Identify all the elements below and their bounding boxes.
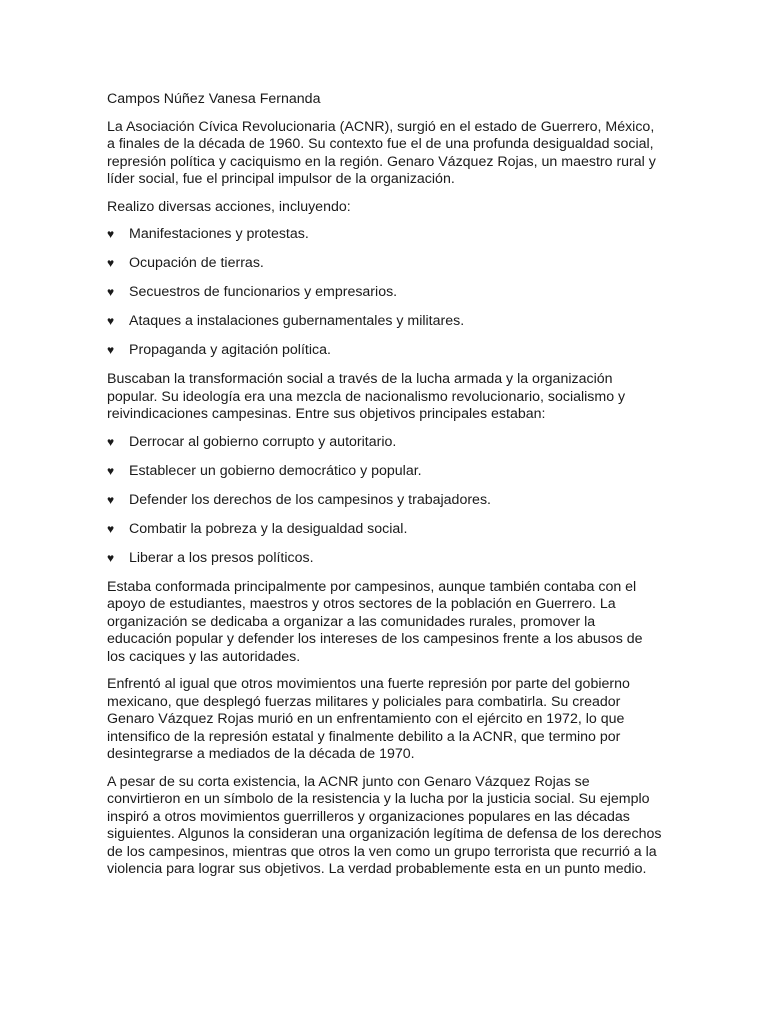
- list-item-text: Propaganda y agitación política.: [129, 342, 331, 358]
- heart-bullet-icon: ♥: [107, 434, 115, 449]
- list-item-text: Liberar a los presos políticos.: [129, 549, 314, 566]
- heart-bullet-icon: ♥: [107, 492, 115, 507]
- legacy-paragraph: A pesar de su corta existencia, la ACNR junto con Genaro Vázquez Rojas se convirtieron en un símbolo de la resistencia y la lucha por la justicia social. Su ejemplo inspiró a otros movimientos guerrilleros y organizaciones populares en las décadas siguientes. Algunos la consideran una organización legítima de defensa de los derechos de los campesinos, mientras que otros la ven como un grupo terrorista que recurrió a la violencia para lograr sus objetivos. La verdad probablemente esta en un punto medio.: [107, 773, 662, 877]
- list-item-text: Defender los derechos de los campesinos y trabajadores.: [129, 491, 491, 508]
- goals-list: [107, 434, 663, 568]
- document-page: [107, 91, 663, 889]
- heart-bullet-icon: ♥: [107, 463, 115, 478]
- list-item: [107, 463, 663, 481]
- list-item-text: Ataques a instalaciones gubernamentales y militares.: [129, 313, 465, 329]
- list-item-text: Manifestaciones y protestas.: [129, 226, 309, 242]
- list-item: [107, 226, 663, 244]
- intro-paragraph: La Asociación Cívica Revolucionaria (ACNR), surgió en el estado de Guerrero, México, a finales de la década de 1960. Su contexto fue el de una profunda desigualdad social, represión política y caciquismo en la región. Genaro Vázquez Rojas, un maestro rural y líder social, fue el principal impulsor de la organización.: [107, 118, 656, 187]
- heart-bullet-icon: ♥: [107, 227, 115, 241]
- list-item: [107, 434, 663, 452]
- heart-bullet-icon: ♥: [107, 314, 115, 328]
- heart-bullet-icon: ♥: [107, 550, 115, 565]
- list-item: [107, 492, 663, 510]
- heart-bullet-icon: ♥: [107, 256, 115, 270]
- list-item-text: Secuestros de funcionarios y empresarios.: [129, 284, 398, 300]
- list-item-text: Establecer un gobierno democrático y popular.: [129, 462, 422, 479]
- goals-lead-paragraph: Buscaban la transformación social a través de la lucha armada y la organización popular. Su ideología era una mezcla de nacionalismo revolucionario, socialismo y reivindicaciones campesinas. Entre sus objetivos principales estaban:: [107, 371, 626, 422]
- list-item-text: Combatir la pobreza y la desigualdad social.: [129, 520, 408, 537]
- actions-list: [107, 226, 663, 360]
- heart-bullet-icon: ♥: [107, 285, 115, 299]
- heart-bullet-icon: ♥: [107, 343, 115, 357]
- list-item: [107, 313, 663, 331]
- list-item: [107, 342, 663, 360]
- repression-paragraph: Enfrentó al igual que otros movimientos una fuerte represión por parte del gobierno mexicano, que desplegó fuerzas militares y policiales para combatirla. Su creador Genaro Vázquez Rojas murió en un enfrentamiento con el ejército en 1972, lo que intensifico de la represión estatal y finalmente debilito a la ACNR, que termino por desintegrarse a mediados de la década de 1970.: [107, 676, 630, 762]
- list-item: [107, 550, 663, 568]
- list-item: [107, 255, 663, 273]
- actions-lead-paragraph: Realizo diversas acciones, incluyendo:: [107, 198, 351, 215]
- heart-bullet-icon: ♥: [107, 521, 115, 536]
- list-item: [107, 284, 663, 302]
- author-name: Campos Núñez Vanesa Fernanda: [107, 91, 321, 107]
- composition-paragraph: Estaba conformada principalmente por campesinos, aunque también contaba con el apoyo de estudiantes, maestros y otros sectores de la población en Guerrero. La organización se dedicaba a organizar a las comunidades rurales, promover la educación popular y defender los intereses de los campesinos frente a los abusos de los caciques y las autoridades.: [107, 578, 643, 665]
- list-item-text: Ocupación de tierras.: [129, 255, 264, 271]
- list-item-text: Derrocar al gobierno corrupto y autoritario.: [129, 433, 397, 450]
- list-item: [107, 521, 663, 539]
